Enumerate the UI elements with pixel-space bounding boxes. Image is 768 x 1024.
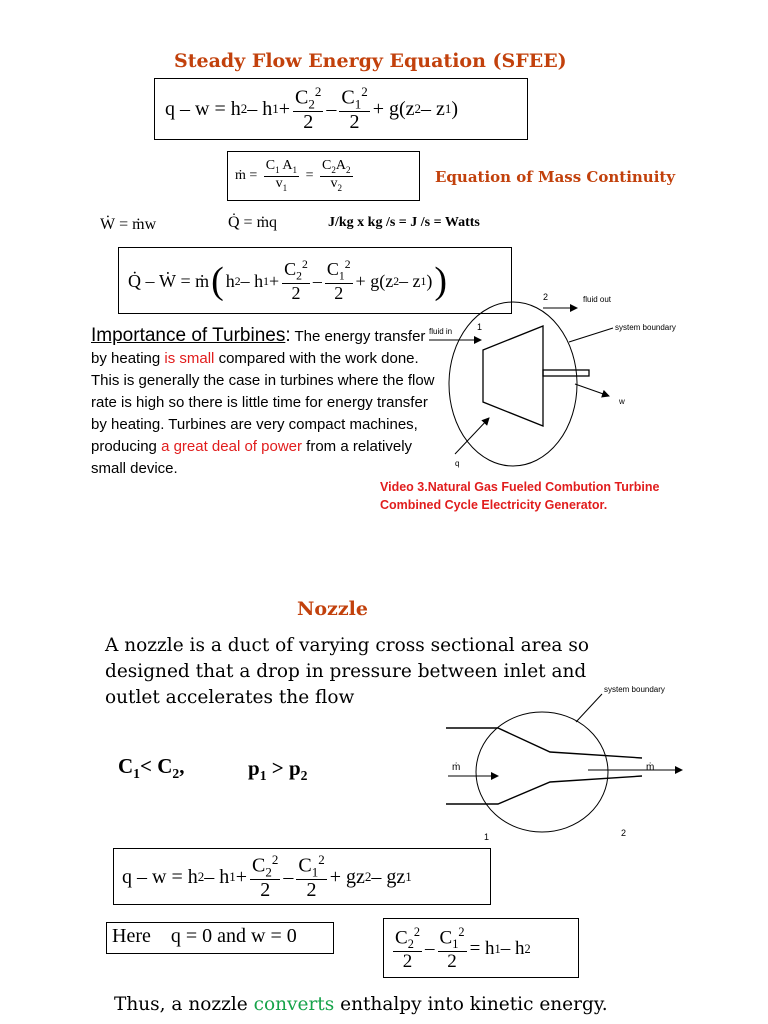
result-equation: $\frac{C_2^2}{2}$ – $\frac{C_1^2}{2}$ = h 1 – h 2 xyxy=(395,924,531,973)
nozzle-conclusion xyxy=(114,994,608,1015)
heat-rate-equation: Q̇ = ṁq xyxy=(228,214,278,231)
heat-arrow xyxy=(455,418,489,454)
turbine-highlight-small: is small xyxy=(164,350,215,367)
turbine-shaft xyxy=(543,370,589,376)
nozzle-m-in-label: ṁ xyxy=(452,762,461,773)
system-boundary-ellipse xyxy=(449,302,577,466)
turbine-paragraph: Importance of Turbines: The energy transfer by heating is small compared with the work done. This is generally the case in turbines where the flow rate is high so there is little time for energy transfer by heating. Turbines are very compact machines, producing a great deal of power from a relatively small device. xyxy=(91,325,435,477)
nozzle-point-1-label: 1 xyxy=(484,832,490,842)
nozzle-upper-wall xyxy=(446,728,642,758)
sfee-rate-equation: Q̇ – Ẇ = ṁ ( h 2 – h 1 + $\frac{C_2^2}{2}$ – $\frac{C_1^2}{2}$ + g(z 2 – z 1 ) ) xyxy=(128,258,448,303)
nozzle-heading: Nozzle xyxy=(297,598,368,620)
work-label: w xyxy=(619,397,625,406)
nozzle-description: A nozzle is a duct of varying cross sectional area so designed that a drop in pressure between inlet and outlet accelerates the flow xyxy=(105,635,589,708)
turbine-highlight-power: a great deal of power xyxy=(161,438,302,455)
turbine-diagram xyxy=(425,288,705,478)
turbine-text-2: compared with the work done. This is generally the case in turbines where the flow rate is high so there is little time for energy transfer by heating. Turbines are very compact machines, producing xyxy=(91,350,435,455)
nozzle-sfee-equation: q – w = h 2 – h 1 + $\frac{C_2^2}{2}$ – $\frac{C_1^2}{2}$ + gz 2 – gz 1 xyxy=(122,851,412,902)
work-arrow xyxy=(575,384,609,396)
sfee-equation: q – w = h 2 – h 1 + $\frac{C_2^2}{2}$ – $\frac{C_1^2}{2}$ + g(z 2 – z 1 ) xyxy=(165,83,459,134)
nozzle-m-out-label: ṁ xyxy=(646,762,655,773)
nozzle-point-2-label: 2 xyxy=(621,828,627,838)
work-rate-equation: Ẇ = ṁw xyxy=(100,216,157,233)
boundary-leader xyxy=(569,328,613,342)
nozzle-diagram xyxy=(438,678,708,844)
velocity-relation: $C_1< C_2$, xyxy=(118,754,185,782)
heat-label: q xyxy=(455,459,460,468)
mass-continuity-equation: ṁ = $\frac{C_1 A_1}{v_1}$ = $\frac{C_2A_2}{v_2}$ xyxy=(235,158,351,193)
fluid-out-label: fluid out xyxy=(583,295,612,304)
sfee-title: Steady Flow Energy Equation (SFEE) xyxy=(174,50,567,72)
video-caption-line-1: Video 3.Natural Gas Fueled Combution Turbine xyxy=(380,480,660,494)
turbine-heading: Importance of Turbines xyxy=(91,325,286,346)
conclusion-text-1: Thus, a nozzle xyxy=(114,994,254,1015)
point-1-label: 1 xyxy=(477,322,483,332)
video-caption-line-2: Combined Cycle Electricity Generator. xyxy=(380,498,608,512)
nozzle-boundary-leader xyxy=(576,694,602,722)
turbine-body xyxy=(483,326,543,426)
nozzle-system-boundary xyxy=(476,712,608,832)
nozzle-system-boundary-label: system boundary xyxy=(604,685,665,694)
turbine-text-1: The energy transfer by heating xyxy=(91,328,426,367)
nozzle-lower-wall xyxy=(446,776,642,804)
fluid-in-label: fluid in xyxy=(429,327,453,336)
units-line: J/kg x kg /s = J /s = Watts xyxy=(328,215,480,230)
video-caption xyxy=(380,478,659,514)
conclusion-text-2: enthalpy into kinetic energy. xyxy=(334,994,608,1015)
conclusion-highlight: converts xyxy=(253,994,335,1015)
mass-continuity-label: Equation of Mass Continuity xyxy=(435,168,676,186)
here-statement: Here q = 0 and w = 0 xyxy=(112,925,297,947)
pressure-relation: $p_1 > p_2$ xyxy=(248,756,308,784)
turbine-text-3: from a relatively small device. xyxy=(91,438,413,477)
point-2-label: 2 xyxy=(543,292,549,302)
system-boundary-label: system boundary xyxy=(615,323,676,332)
